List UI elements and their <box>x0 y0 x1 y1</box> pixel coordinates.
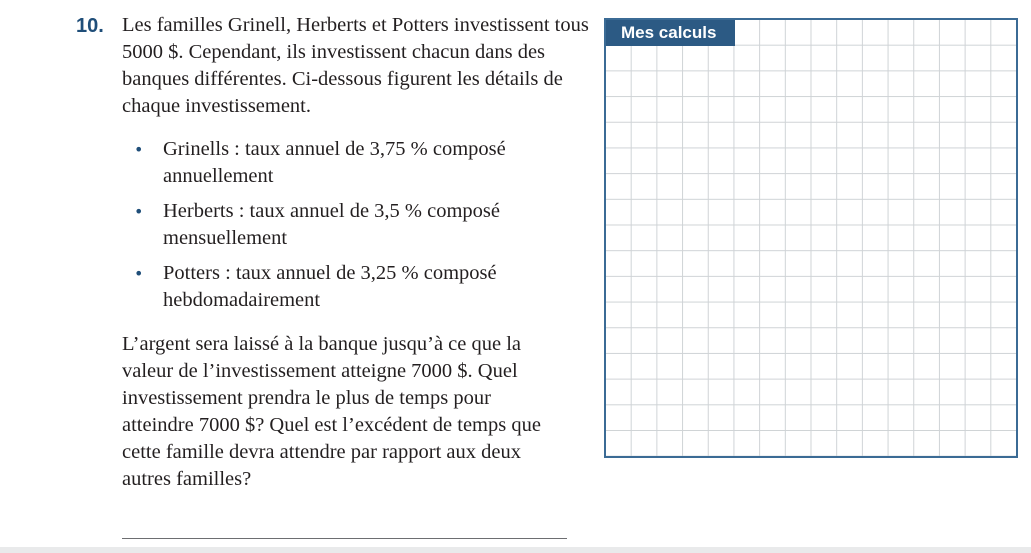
page-bottom-band <box>0 547 1031 553</box>
list-item-herberts <box>122 198 543 252</box>
list-item-grinells <box>122 136 543 190</box>
list-item-text: Herberts : taux annuel de 3,5 % composé mensuellement <box>163 200 501 249</box>
investment-list <box>122 136 597 314</box>
list-item-text: Potters : taux annuel de 3,25 % composé hebdomadairement <box>163 262 497 311</box>
question-body <box>122 12 597 493</box>
question-intro: Les familles Grinell, Herberts et Potters investissent tous 5000 $. Cependant, ils investissent chacun dans des banques différentes. Ci-dessous figurent les détails de chaque investissement. <box>122 14 589 117</box>
question-prompt: L’argent sera laissé à la banque jusqu’à ce que la valeur de l’investissement atteigne 7000 $. Quel investissement prendra le plus de temps pour atteindre 7000 $? Quel est l’excédent de temps que cette famille devra attendre par rapport aux deux autres familles? <box>122 333 541 490</box>
list-item-text: Grinells : taux annuel de 3,75 % composé annuellement <box>163 138 506 187</box>
bullet-icon: • <box>134 140 144 159</box>
calculation-grid[interactable] <box>604 18 1018 458</box>
bullet-icon: • <box>134 264 144 283</box>
bullet-icon: • <box>134 202 144 221</box>
list-item-potters <box>122 260 543 314</box>
calculation-grid-title: Mes calculs <box>606 20 735 46</box>
question-number: 10. <box>76 15 104 37</box>
answer-line[interactable] <box>122 538 567 539</box>
